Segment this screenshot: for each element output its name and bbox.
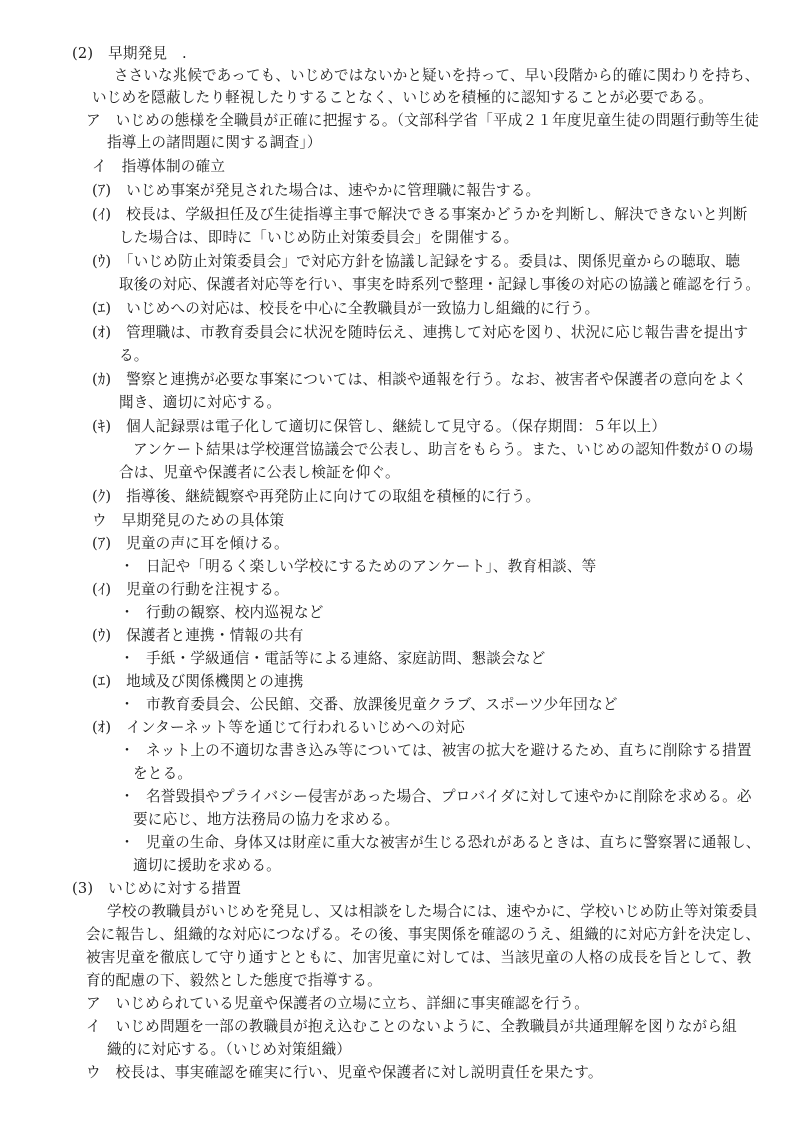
sub-item-cont: した場合は、即時に「いじめ防止対策委員会」を開催する。 xyxy=(119,229,519,246)
sub-item: (ｳ) 「いじめ防止対策委員会」で対応方針を協議し記録をする。委員は、関係児童からの聴取、聴 xyxy=(92,253,741,270)
bullet-dot: ・ xyxy=(120,835,134,851)
sub-item: (ｷ) 個人記録票は電子化して適切に保管し、継続して見守る。（保存期間：５年以上） xyxy=(92,418,667,435)
paragraph-line: 学校の教職員がいじめを発見し、又は相談をした場合には、速やかに、学校いじめ防止等対策委員 xyxy=(107,903,758,920)
bullet-dot: ・ xyxy=(120,559,134,575)
sub-item-cont: 取後の対応、保護者対応等を行い、事実を時系列で整理・記録し事後の対応の協議と確認を行う。 xyxy=(119,276,760,293)
item-i: イ いじめ問題を一部の教職員が抱え込むことのないように、全教職員が共通理解を図りながら組 xyxy=(86,1018,737,1035)
sub-item: (ｱ) いじめ事案が発見された場合は、速やかに管理職に報告する。 xyxy=(92,182,541,199)
sub-item: (ｵ) 管理職は、市教育委員会に状況を随時伝え、連携して対応を図り、状況に応じ報告書を提出す xyxy=(92,324,749,341)
sub-item: (ｸ) 指導後、継続観察や再発防止に向けての取組を積極的に行う。 xyxy=(92,488,541,505)
bullet-text-cont: 要に応じ、地方法務局の協力を求める。 xyxy=(133,811,400,828)
bullet-text: 手紙・学級通信・電話等による連絡、家庭訪問、懇談会など xyxy=(146,650,546,667)
bullet-text: 日記や「明るく楽しい学校にするためのアンケート」、教育相談、等 xyxy=(146,558,597,575)
bullet-dot: ・ xyxy=(120,789,134,805)
paragraph-line: ささいな兆候であっても、いじめではないかと疑いを持って、早い段階から的確に関わりを持ち、 xyxy=(114,67,760,84)
item-a: ア いじめられている児童や保護者の立場に立ち、詳細に事実確認を行う。 xyxy=(86,995,589,1012)
sub-item: (ｲ) 児童の行動を注視する。 xyxy=(92,581,289,598)
bullet-dot: ・ xyxy=(120,651,134,667)
sub-item: (ｶ) 警察と連携が必要な事案については、相談や通報を行う。なお、被害者や保護者の意向をよく xyxy=(92,371,748,388)
bullet-text: ネット上の不適切な書き込み等については、被害の拡大を避けるため、直ちに削除する措置 xyxy=(146,742,752,759)
bullet-text: 名誉毀損やプライバシー侵害があった場合、プロバイダに対して速やかに削除を求める。必 xyxy=(146,788,752,805)
bullet-dot: ・ xyxy=(120,697,134,713)
sub-item-cont: 聞き、適切に対応する。 xyxy=(119,394,282,411)
section-heading-response: (3) いじめに対する措置 xyxy=(72,880,242,897)
sub-item: (ｴ) 地域及び関係機関との連携 xyxy=(92,673,304,690)
sub-item: (ｵ) インターネット等を通じて行われるいじめへの対応 xyxy=(92,719,466,736)
item-i-heading: イ 指導体制の確立 xyxy=(92,158,226,175)
item-a-cont: 指導上の諸問題に関する調査」） xyxy=(107,134,322,151)
bullet-text-cont: 適切に援助を求める。 xyxy=(133,857,281,874)
sub-item-cont: る。 xyxy=(119,347,149,364)
sub-item-cont: 合は、児童や保護者に公表し検証を仰ぐ。 xyxy=(119,464,400,481)
bullet-text: 市教育委員会、公民館、交番、放課後児童クラブ、スポーツ少年団など xyxy=(146,696,618,713)
bullet-text: 児童の生命、身体又は財産に重大な被害が生じる恐れがあるときは、直ちに警察署に通報し、 xyxy=(146,834,761,851)
sub-item: (ｱ) 児童の声に耳を傾ける。 xyxy=(92,535,289,552)
section-heading-early-detection: (2) 早期発見 . xyxy=(72,45,187,62)
paragraph-line: 会に報告し、組織的な対応につなげる。その後、事実関係を確認のうえ、組織的に対応方針を決定し、 xyxy=(86,926,761,943)
item-a: ア いじめの態様を全職員が正確に把握する。（文部科学省「平成２１年度児童生徒の問題行動等生徒 xyxy=(86,112,760,129)
item-i-cont: 織的に対応する。（いじめ対策組織） xyxy=(107,1041,352,1058)
sub-item-cont: アンケート結果は学校運営協議会で公表し、助言をもらう。また、いじめの認知件数が０の場 xyxy=(133,441,754,458)
paragraph-line: 育的配慮の下、毅然とした態度で指導する。 xyxy=(86,972,382,989)
sub-item: (ｴ) いじめへの対応は、校長を中心に全教職員が一致協力し組織的に行う。 xyxy=(92,300,600,317)
bullet-text: 行動の観察、校内巡視など xyxy=(146,604,324,621)
item-u: ウ 校長は、事実確認を確実に行い、児童や保護者に対し説明責任を果たす。 xyxy=(86,1064,603,1081)
paragraph-line: 被害児童を徹底して守り通すとともに、加害児童に対しては、当該児童の人格の成長を旨として、教 xyxy=(86,949,752,966)
bullet-dot: ・ xyxy=(120,743,134,759)
paragraph-line: いじめを隠蔽したり軽視したりすることなく、いじめを積極的に認知することが必要である。 xyxy=(92,89,714,106)
item-u-heading: ウ 早期発見のための具体策 xyxy=(92,512,285,529)
bullet-dot: ・ xyxy=(120,605,134,621)
sub-item: (ｲ) 校長は、学級担任及び生徒指導主事で解決できる事案かどうかを判断し、解決できないと判断 xyxy=(92,206,748,223)
bullet-text-cont: をとる。 xyxy=(133,765,193,782)
sub-item: (ｳ) 保護者と連携・情報の共有 xyxy=(92,627,304,644)
